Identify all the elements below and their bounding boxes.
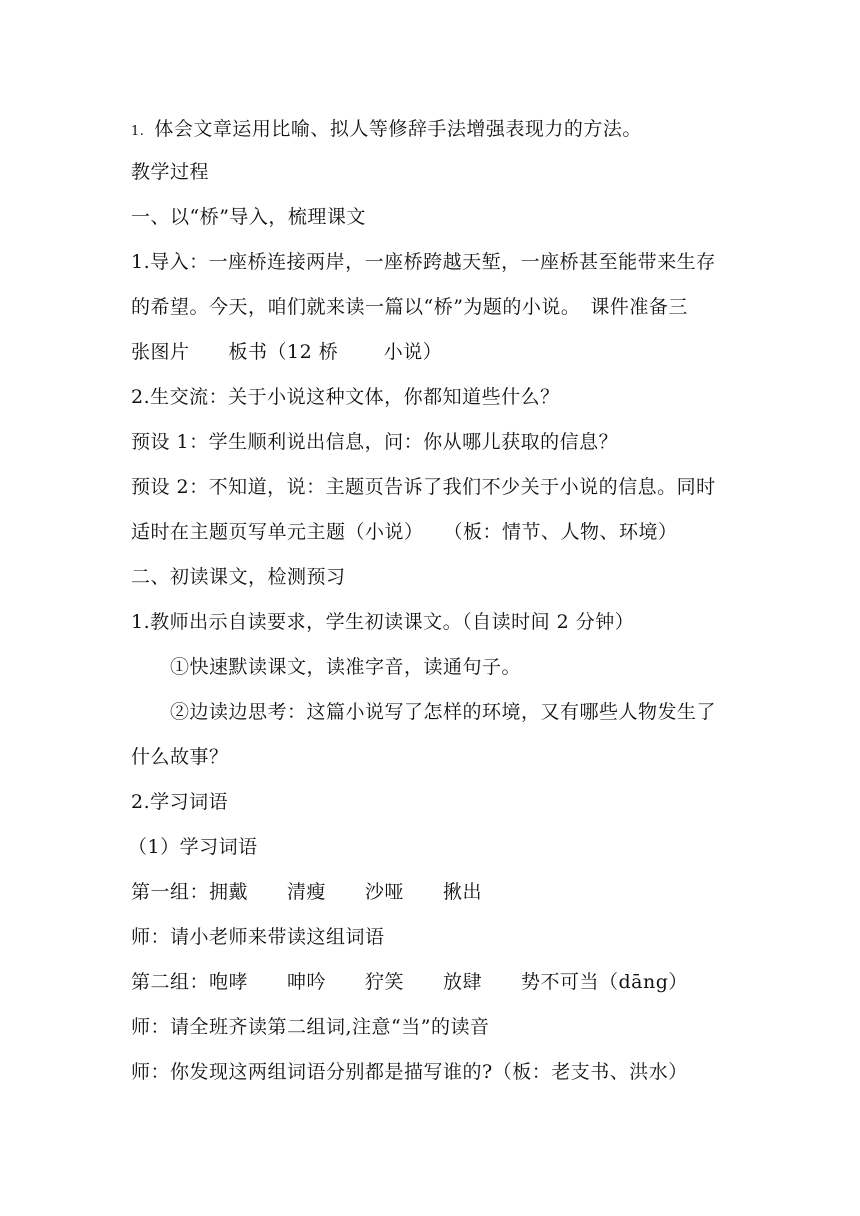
objective-line	[131, 117, 741, 144]
objective-text: 体会文章运用比喻、拟人等修辞手法增强表现力的方法。	[154, 118, 642, 140]
section-2-title: 二、初读课文，检测预习	[131, 566, 346, 588]
requirement-item-1: ①快速默读课文，读准字音，读通句子。	[170, 656, 522, 678]
objective-number: 1.	[131, 124, 145, 139]
heading-teaching-process: 教学过程	[131, 161, 210, 183]
paragraph-exchange: 2.生交流：关于小说这种文体，你都知道些什么？	[131, 386, 560, 408]
paragraph-intro-line-3: 张图片 板书（12 桥 小说）	[131, 341, 443, 363]
preset-2-line-2: 适时在主题页写单元主题（小说） （板：情节、人物、环境）	[131, 521, 678, 543]
reading-requirement: 1.教师出示自读要求，学生初读课文。（自读时间 2 分钟）	[131, 611, 635, 633]
vocab-subtitle: （1）学习词语	[128, 836, 258, 858]
word-group-2: 第二组：咆哮 呻吟 狞笑 放肆 势不可当（dāng）	[131, 971, 688, 993]
word-group-1: 第一组：拥戴 清瘦 沙哑 揪出	[131, 881, 483, 903]
preset-2-line-1: 预设 2：不知道，说：主题页告诉了我们不少关于小说的信息。同时	[131, 476, 716, 498]
teacher-line-1: 师：请小老师来带读这组词语	[131, 926, 385, 948]
preset-1: 预设 1：学生顺利说出信息，问：你从哪儿获取的信息？	[131, 431, 619, 453]
requirement-item-2-line-2: 什么故事？	[131, 746, 229, 768]
teacher-line-3: 师：你发现这两组词语分别都是描写谁的?（板：老支书、洪水）	[131, 1061, 688, 1083]
section-1-title: 一、以“桥”导入，梳理课文	[131, 206, 366, 228]
teacher-line-2: 师：请全班齐读第二组词,注意“当”的读音	[131, 1016, 490, 1038]
requirement-item-2-line-1: ②边读边思考：这篇小说写了怎样的环境，又有哪些人物发生了	[170, 701, 717, 723]
vocab-title: 2.学习词语	[131, 791, 229, 813]
paragraph-intro-line-1: 1.导入：一座桥连接两岸，一座桥跨越天堑，一座桥甚至能带来生存	[131, 251, 716, 273]
paragraph-intro-line-2: 的希望。今天，咱们就来读一篇以“桥”为题的小说。 课件准备三	[131, 296, 688, 318]
